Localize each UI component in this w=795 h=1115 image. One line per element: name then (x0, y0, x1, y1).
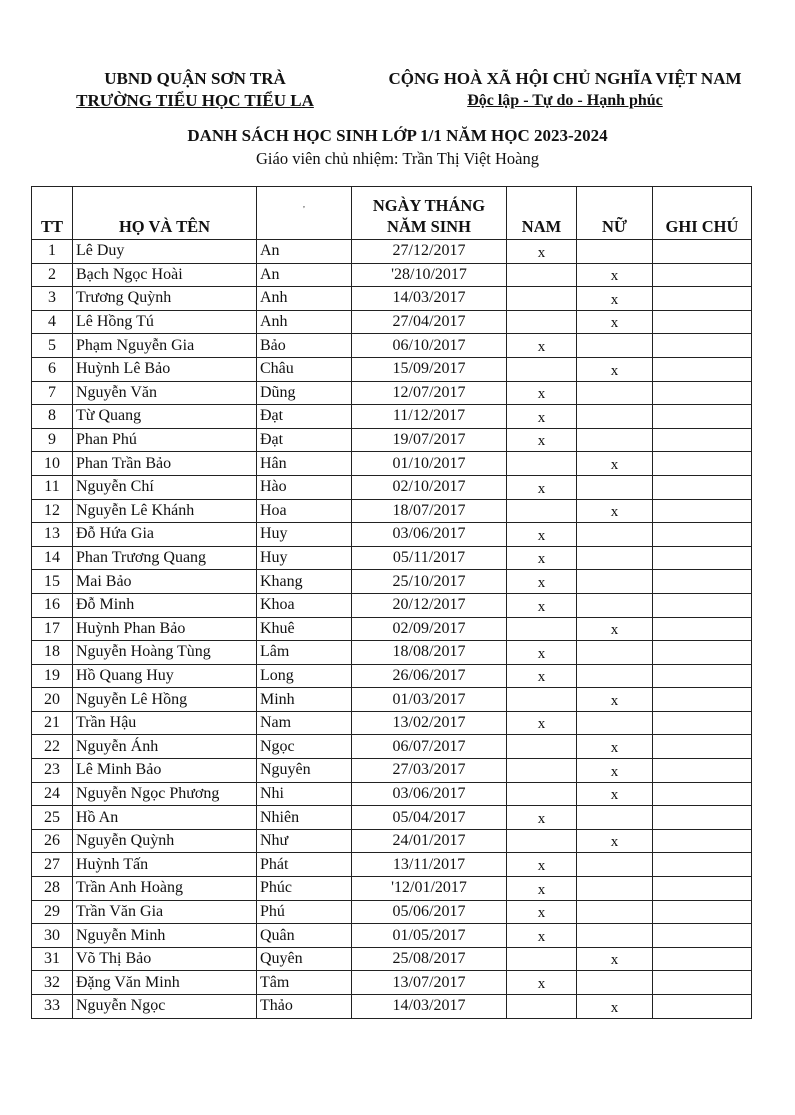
cell-ho: Nguyễn Hoàng Tùng (73, 641, 257, 665)
cell-ngay-sinh: 01/03/2017 (352, 688, 507, 712)
cell-nu (577, 428, 653, 452)
cell-nam: x (507, 900, 577, 924)
cell-ghi-chu (653, 995, 752, 1019)
cell-ten: Anh (257, 287, 352, 311)
table-row (32, 452, 752, 476)
cell-tt: 28 (32, 877, 73, 901)
cell-ten: Hoa (257, 499, 352, 523)
cell-ngay-sinh: 12/07/2017 (352, 381, 507, 405)
cell-ngay-sinh: 06/10/2017 (352, 334, 507, 358)
cell-tt: 14 (32, 546, 73, 570)
cell-ghi-chu (653, 853, 752, 877)
national-header (345, 68, 785, 112)
cell-ngay-sinh: 25/10/2017 (352, 570, 507, 594)
table-row (32, 570, 752, 594)
cell-tt: 15 (32, 570, 73, 594)
cell-nam (507, 782, 577, 806)
cell-ten: Đạt (257, 405, 352, 429)
cell-ho: Lê Minh Bảo (73, 759, 257, 783)
cell-nu (577, 593, 653, 617)
table-row (32, 947, 752, 971)
cell-ho: Võ Thị Bảo (73, 947, 257, 971)
table-row (32, 499, 752, 523)
col-header-ten (257, 187, 352, 240)
cell-ghi-chu (653, 641, 752, 665)
cell-nam (507, 947, 577, 971)
cell-nam: x (507, 711, 577, 735)
cell-ten: Khuê (257, 617, 352, 641)
cell-tt: 26 (32, 829, 73, 853)
cell-ho: Huỳnh Phan Bảo (73, 617, 257, 641)
table-row (32, 641, 752, 665)
cell-tt: 12 (32, 499, 73, 523)
page-title: DANH SÁCH HỌC SINH LỚP 1/1 NĂM HỌC 2023-2024 (187, 126, 608, 145)
table-row (32, 995, 752, 1019)
cell-ngay-sinh: 03/06/2017 (352, 782, 507, 806)
cell-nu: x (577, 499, 653, 523)
cell-ten: Quyên (257, 947, 352, 971)
cell-nu (577, 853, 653, 877)
table-row (32, 924, 752, 948)
cell-ghi-chu (653, 452, 752, 476)
cell-ten: Phát (257, 853, 352, 877)
col-header-ten-mark: , (303, 199, 305, 209)
cell-ten: Phúc (257, 877, 352, 901)
cell-ngay-sinh: 27/04/2017 (352, 310, 507, 334)
cell-ghi-chu (653, 240, 752, 264)
cell-ho: Nguyễn Chí (73, 475, 257, 499)
table-row (32, 381, 752, 405)
cell-nam: x (507, 570, 577, 594)
cell-ghi-chu (653, 523, 752, 547)
cell-ho: Nguyễn Ánh (73, 735, 257, 759)
cell-ghi-chu (653, 287, 752, 311)
cell-ten: Tâm (257, 971, 352, 995)
cell-ten: Nhi (257, 782, 352, 806)
cell-ngay-sinh: 26/06/2017 (352, 664, 507, 688)
cell-ten: Dũng (257, 381, 352, 405)
table-row (32, 334, 752, 358)
cell-nu: x (577, 947, 653, 971)
cell-ten: Bảo (257, 334, 352, 358)
cell-ho: Phan Trần Bảo (73, 452, 257, 476)
cell-ghi-chu (653, 475, 752, 499)
cell-ho: Nguyễn Lê Khánh (73, 499, 257, 523)
cell-tt: 9 (32, 428, 73, 452)
cell-ten: Như (257, 829, 352, 853)
cell-nu (577, 877, 653, 901)
cell-nu (577, 381, 653, 405)
cell-ten: Long (257, 664, 352, 688)
cell-tt: 30 (32, 924, 73, 948)
table-row (32, 759, 752, 783)
cell-ten: Ngọc (257, 735, 352, 759)
cell-nu (577, 570, 653, 594)
table-row (32, 782, 752, 806)
cell-tt: 3 (32, 287, 73, 311)
cell-tt: 7 (32, 381, 73, 405)
cell-ho: Nguyễn Ngọc (73, 995, 257, 1019)
cell-ghi-chu (653, 334, 752, 358)
table-row (32, 240, 752, 264)
cell-ho: Huỳnh Tấn (73, 853, 257, 877)
cell-nu (577, 240, 653, 264)
table-row (32, 593, 752, 617)
cell-nu: x (577, 287, 653, 311)
table-row (32, 546, 752, 570)
table-row (32, 617, 752, 641)
cell-ghi-chu (653, 900, 752, 924)
table-row (32, 405, 752, 429)
table-row (32, 688, 752, 712)
cell-nam (507, 287, 577, 311)
table-row (32, 900, 752, 924)
cell-ho: Bạch Ngọc Hoài (73, 263, 257, 287)
cell-ten: Khoa (257, 593, 352, 617)
cell-ghi-chu (653, 593, 752, 617)
cell-ngay-sinh: 18/07/2017 (352, 499, 507, 523)
cell-nam: x (507, 806, 577, 830)
cell-ngay-sinh: 05/11/2017 (352, 546, 507, 570)
cell-ngay-sinh: 02/10/2017 (352, 475, 507, 499)
cell-ngay-sinh: 13/11/2017 (352, 853, 507, 877)
table-row (32, 310, 752, 334)
cell-ten: Lâm (257, 641, 352, 665)
cell-ngay-sinh: 05/04/2017 (352, 806, 507, 830)
cell-ghi-chu (653, 310, 752, 334)
cell-ho: Hồ An (73, 806, 257, 830)
cell-ten: Thảo (257, 995, 352, 1019)
cell-ghi-chu (653, 971, 752, 995)
cell-nu (577, 900, 653, 924)
cell-ghi-chu (653, 947, 752, 971)
cell-ghi-chu (653, 664, 752, 688)
cell-tt: 6 (32, 357, 73, 381)
cell-nu: x (577, 357, 653, 381)
school-name: TRƯỜNG TIỂU HỌC TIỂU LA (76, 91, 314, 110)
cell-ngay-sinh: 03/06/2017 (352, 523, 507, 547)
cell-nam (507, 263, 577, 287)
cell-ten: Quân (257, 924, 352, 948)
cell-tt: 32 (32, 971, 73, 995)
cell-tt: 22 (32, 735, 73, 759)
cell-ten: Nguyên (257, 759, 352, 783)
cell-ngay-sinh: 01/10/2017 (352, 452, 507, 476)
cell-nam (507, 617, 577, 641)
cell-nu (577, 546, 653, 570)
cell-nam: x (507, 475, 577, 499)
cell-ngay-sinh: 27/12/2017 (352, 240, 507, 264)
cell-ho: Trương Quỳnh (73, 287, 257, 311)
col-header-ho-va-ten: HỌ VÀ TÊN (73, 187, 257, 240)
cell-nu: x (577, 688, 653, 712)
cell-ten: Hào (257, 475, 352, 499)
cell-nu (577, 924, 653, 948)
cell-ghi-chu (653, 546, 752, 570)
cell-tt: 2 (32, 263, 73, 287)
table-row (32, 357, 752, 381)
cell-ho: Trần Anh Hoàng (73, 877, 257, 901)
table-row (32, 877, 752, 901)
cell-tt: 8 (32, 405, 73, 429)
cell-nam: x (507, 428, 577, 452)
cell-ten: Hân (257, 452, 352, 476)
cell-nam: x (507, 240, 577, 264)
cell-nu: x (577, 735, 653, 759)
national-motto: Độc lập - Tự do - Hạnh phúc (467, 92, 663, 109)
cell-ten: Phú (257, 900, 352, 924)
cell-nu (577, 806, 653, 830)
cell-ten: An (257, 263, 352, 287)
cell-tt: 16 (32, 593, 73, 617)
cell-ho: Mai Bảo (73, 570, 257, 594)
cell-tt: 1 (32, 240, 73, 264)
col-header-ghi-chu: GHI CHÚ (653, 187, 752, 240)
cell-nam: x (507, 546, 577, 570)
table-row (32, 475, 752, 499)
cell-ten: An (257, 240, 352, 264)
cell-tt: 27 (32, 853, 73, 877)
table-row (32, 664, 752, 688)
table-row (32, 711, 752, 735)
cell-ho: Phan Phú (73, 428, 257, 452)
cell-nu: x (577, 995, 653, 1019)
cell-ngay-sinh: 02/09/2017 (352, 617, 507, 641)
table-row (32, 971, 752, 995)
cell-ngay-sinh: 19/07/2017 (352, 428, 507, 452)
cell-ghi-chu (653, 381, 752, 405)
cell-ten: Đạt (257, 428, 352, 452)
col-header-tt: TT (32, 187, 73, 240)
student-table (31, 186, 752, 1019)
cell-nam (507, 995, 577, 1019)
cell-ghi-chu (653, 711, 752, 735)
cell-ghi-chu (653, 617, 752, 641)
cell-ngay-sinh: 14/03/2017 (352, 995, 507, 1019)
col-header-ngay-sinh: NGÀY THÁNG NĂM SINH (352, 187, 507, 240)
cell-ten: Khang (257, 570, 352, 594)
cell-ngay-sinh: 11/12/2017 (352, 405, 507, 429)
cell-ho: Lê Duy (73, 240, 257, 264)
cell-ten: Nam (257, 711, 352, 735)
cell-tt: 18 (32, 641, 73, 665)
table-body (32, 240, 752, 1019)
cell-ho: Hồ Quang Huy (73, 664, 257, 688)
cell-nam: x (507, 381, 577, 405)
cell-ghi-chu (653, 405, 752, 429)
table-row (32, 853, 752, 877)
cell-ngay-sinh: 15/09/2017 (352, 357, 507, 381)
cell-ho: Huỳnh Lê Bảo (73, 357, 257, 381)
cell-nu (577, 641, 653, 665)
cell-ho: Đỗ Minh (73, 593, 257, 617)
table-row (32, 829, 752, 853)
cell-tt: 31 (32, 947, 73, 971)
cell-ten: Châu (257, 357, 352, 381)
cell-ho: Nguyễn Minh (73, 924, 257, 948)
cell-nu (577, 711, 653, 735)
cell-ten: Huy (257, 546, 352, 570)
cell-tt: 10 (32, 452, 73, 476)
cell-nam: x (507, 924, 577, 948)
cell-tt: 20 (32, 688, 73, 712)
cell-nam (507, 310, 577, 334)
cell-ngay-sinh: 25/08/2017 (352, 947, 507, 971)
cell-ghi-chu (653, 829, 752, 853)
cell-ho: Đặng Văn Minh (73, 971, 257, 995)
cell-ho: Nguyễn Văn (73, 381, 257, 405)
cell-ghi-chu (653, 570, 752, 594)
cell-ho: Phạm Nguyễn Gia (73, 334, 257, 358)
cell-ho: Phan Trương Quang (73, 546, 257, 570)
cell-nam (507, 829, 577, 853)
homeroom-teacher: Giáo viên chủ nhiệm: Trần Thị Việt Hoàng (256, 149, 539, 168)
cell-nam (507, 759, 577, 783)
table-row (32, 428, 752, 452)
cell-tt: 23 (32, 759, 73, 783)
cell-ngay-sinh: '28/10/2017 (352, 263, 507, 287)
country-name: CỘNG HOÀ XÃ HỘI CHỦ NGHĨA VIỆT NAM (388, 69, 742, 88)
cell-ghi-chu (653, 924, 752, 948)
cell-ho: Đỗ Hứa Gia (73, 523, 257, 547)
cell-ho: Nguyễn Ngọc Phương (73, 782, 257, 806)
cell-ngay-sinh: 27/03/2017 (352, 759, 507, 783)
cell-nam: x (507, 641, 577, 665)
cell-ten: Minh (257, 688, 352, 712)
cell-tt: 33 (32, 995, 73, 1019)
cell-nu (577, 475, 653, 499)
cell-ghi-chu (653, 499, 752, 523)
cell-nu: x (577, 452, 653, 476)
cell-nam (507, 357, 577, 381)
cell-ghi-chu (653, 428, 752, 452)
cell-ho: Nguyễn Quỳnh (73, 829, 257, 853)
table-row (32, 263, 752, 287)
cell-ghi-chu (653, 877, 752, 901)
cell-ho: Trần Văn Gia (73, 900, 257, 924)
cell-nam (507, 735, 577, 759)
cell-nu (577, 971, 653, 995)
cell-ten: Nhiên (257, 806, 352, 830)
cell-nam: x (507, 971, 577, 995)
cell-nu (577, 334, 653, 358)
cell-tt: 21 (32, 711, 73, 735)
cell-nu: x (577, 829, 653, 853)
cell-ngay-sinh: 24/01/2017 (352, 829, 507, 853)
table-row (32, 287, 752, 311)
cell-tt: 4 (32, 310, 73, 334)
cell-nam (507, 688, 577, 712)
cell-tt: 17 (32, 617, 73, 641)
cell-ngay-sinh: 18/08/2017 (352, 641, 507, 665)
col-header-nu: NỮ (577, 187, 653, 240)
cell-ghi-chu (653, 357, 752, 381)
cell-ngay-sinh: 05/06/2017 (352, 900, 507, 924)
cell-nu (577, 664, 653, 688)
cell-nu: x (577, 782, 653, 806)
cell-ghi-chu (653, 806, 752, 830)
cell-ngay-sinh: 13/02/2017 (352, 711, 507, 735)
cell-tt: 24 (32, 782, 73, 806)
table-row (32, 806, 752, 830)
cell-nam: x (507, 334, 577, 358)
cell-ngay-sinh: 14/03/2017 (352, 287, 507, 311)
cell-nam: x (507, 523, 577, 547)
cell-nam: x (507, 853, 577, 877)
cell-ghi-chu (653, 759, 752, 783)
cell-tt: 25 (32, 806, 73, 830)
cell-ten: Anh (257, 310, 352, 334)
cell-tt: 11 (32, 475, 73, 499)
cell-nam: x (507, 877, 577, 901)
district-name: UBND QUẬN SƠN TRÀ (104, 69, 286, 88)
cell-tt: 29 (32, 900, 73, 924)
cell-ho: Từ Quang (73, 405, 257, 429)
cell-ngay-sinh: '12/01/2017 (352, 877, 507, 901)
cell-nu (577, 523, 653, 547)
cell-ghi-chu (653, 688, 752, 712)
cell-ghi-chu (653, 782, 752, 806)
table-header-row (32, 187, 752, 240)
cell-nu: x (577, 759, 653, 783)
cell-ngay-sinh: 06/07/2017 (352, 735, 507, 759)
cell-ngay-sinh: 01/05/2017 (352, 924, 507, 948)
cell-ten: Huy (257, 523, 352, 547)
cell-ho: Trần Hậu (73, 711, 257, 735)
cell-ho: Nguyễn Lê Hồng (73, 688, 257, 712)
school-header (40, 68, 350, 112)
cell-tt: 13 (32, 523, 73, 547)
cell-tt: 19 (32, 664, 73, 688)
cell-nu: x (577, 617, 653, 641)
cell-tt: 5 (32, 334, 73, 358)
table-row (32, 735, 752, 759)
cell-ghi-chu (653, 263, 752, 287)
col-header-nam: NAM (507, 187, 577, 240)
cell-nu: x (577, 310, 653, 334)
cell-ho: Lê Hồng Tú (73, 310, 257, 334)
cell-nam (507, 452, 577, 476)
cell-nam: x (507, 664, 577, 688)
cell-nam: x (507, 593, 577, 617)
cell-nam (507, 499, 577, 523)
cell-ngay-sinh: 13/07/2017 (352, 971, 507, 995)
cell-nu: x (577, 263, 653, 287)
table-row (32, 523, 752, 547)
cell-ngay-sinh: 20/12/2017 (352, 593, 507, 617)
cell-nam: x (507, 405, 577, 429)
cell-ghi-chu (653, 735, 752, 759)
cell-nu (577, 405, 653, 429)
